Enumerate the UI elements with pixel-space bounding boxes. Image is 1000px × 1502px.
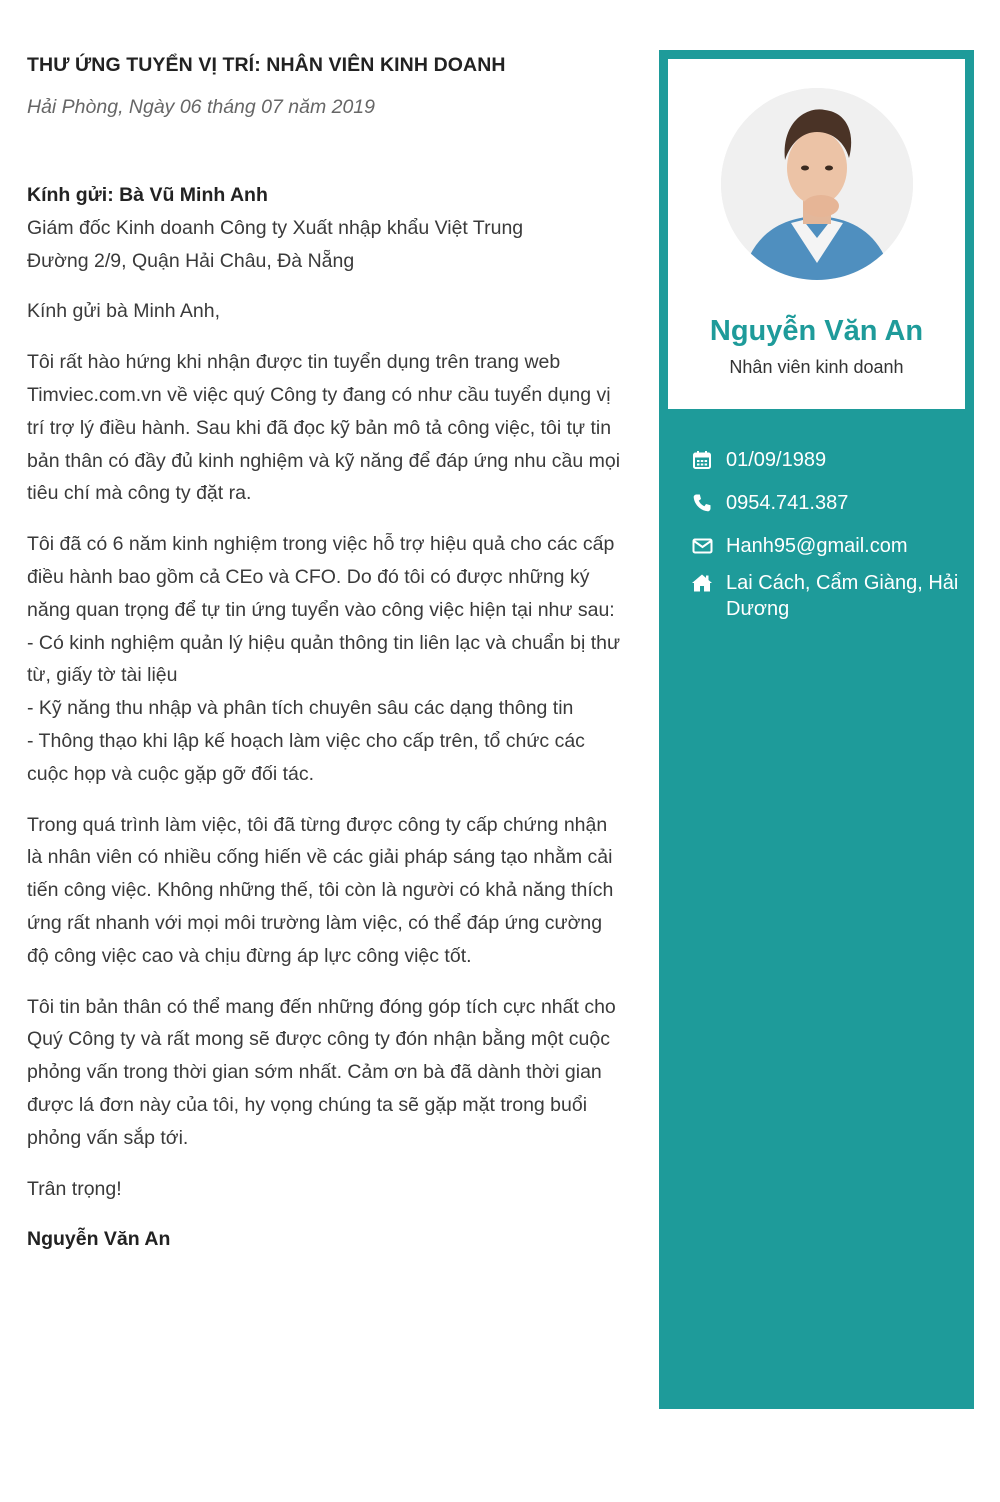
skill-bullet: - Thông thạo khi lập kế hoạch làm việc cho cấp trên, tổ chức các cuộc họp và cuộc gặp gỡ đối tác. [27, 729, 585, 785]
phone-icon [689, 490, 715, 516]
salutation: Kính gửi bà Minh Anh, [27, 300, 221, 323]
skill-bullet: - Có kinh nghiệm quản lý hiệu quản thông tin liên lạc và chuẩn bị thư từ, giấy tờ tài liệu [27, 631, 621, 687]
letter-dateline: Hải Phòng, Ngày 06 tháng 07 năm 2019 [27, 96, 376, 118]
contact-phone-text: 0954.741.387 [726, 492, 849, 514]
envelope-icon [689, 533, 715, 559]
calendar-icon [689, 447, 715, 473]
recipient-block [27, 179, 627, 277]
profile-name: Nguyễn Văn An [709, 315, 924, 347]
recipient-address: Đường 2/9, Quận Hải Châu, Đà Nẵng [27, 249, 355, 272]
closing: Trân trọng! [27, 1177, 122, 1200]
recipient-name: Kính gửi: Bà Vũ Minh Anh [27, 184, 268, 206]
paragraph-intro: Tôi rất hào hứng khi nhận được tin tuyển dụng trên trang web Timviec.com.vn về việc quý Công ty đang có như cầu tuyển dụng vị trí trợ lý điều hành. Sau khi đã đọc kỹ bản mô tả công việc, tôi tự tin bản thân có đầy đủ kinh nghiệm và kỹ năng để đáp ứng nhu cầu mọi tiêu chí mà công ty đặt ra. [27, 351, 621, 505]
contact-phone [689, 490, 959, 516]
paragraph-conclusion: Tôi tin bản thân có thể mang đến những đóng góp tích cực nhất cho Quý Công ty và rất mong sẽ được công ty đón nhận bằng một cuộc phỏng vấn trong thời gian sớm nhất. Cảm ơn bà đã dành thời gian được lá đơn này của tôi, hy vọng chúng ta sẽ gặp mặt trong buổi phỏng vấn sắp tới. [27, 995, 616, 1149]
paragraph-experience-text: Tôi đã có 6 năm kinh nghiệm trong việc hỗ trợ hiệu quả cho các cấp điều hành bao gồm cả CEo và CFO. Do đó tôi có được những ký năng quan trọng để tự tin ứng tuyển vào công việc hiện tại như sau: [27, 533, 615, 621]
home-icon [689, 570, 715, 596]
avatar-photo [721, 88, 913, 280]
avatar [721, 88, 913, 280]
signature-name: Nguyễn Văn An [27, 1228, 171, 1251]
recipient-title: Giám đốc Kinh doanh Công ty Xuất nhập khẩu Việt Trung [27, 216, 524, 239]
cover-letter [27, 50, 627, 1256]
letter-heading: THƯ ỨNG TUYỂN VỊ TRÍ: NHÂN VIÊN KINH DOANH [27, 54, 506, 76]
profile-card [668, 59, 965, 409]
skill-bullet: - Kỹ năng thu nhập và phân tích chuyên sâu các dạng thông tin [27, 697, 574, 720]
contact-email [689, 533, 959, 559]
profile-role: Nhân viên kinh doanh [729, 357, 904, 377]
contact-address-text: Lai Cách, Cẩm Giàng, Hải Dương [726, 572, 959, 620]
contact-birthdate-text: 01/09/1989 [726, 449, 827, 471]
paragraph-achievements: Trong quá trình làm việc, tôi đã từng được công ty cấp chứng nhận là nhân viên có nhiều cống hiến về các giải pháp sáng tạo nhằm cải tiến công việc. Không những thế, tôi còn là người có khả năng thích ứng rất nhanh với mọi môi trường làm việc, có thể đáp ứng cường độ công việc cao và chịu đừng áp lực công việc tốt. [27, 813, 614, 967]
contact-email-text: Hanh95@gmail.com [726, 535, 908, 557]
contact-birthdate [689, 447, 959, 473]
profile-sidebar [659, 50, 974, 1409]
paragraph-experience [27, 528, 627, 790]
contact-address [689, 570, 959, 622]
